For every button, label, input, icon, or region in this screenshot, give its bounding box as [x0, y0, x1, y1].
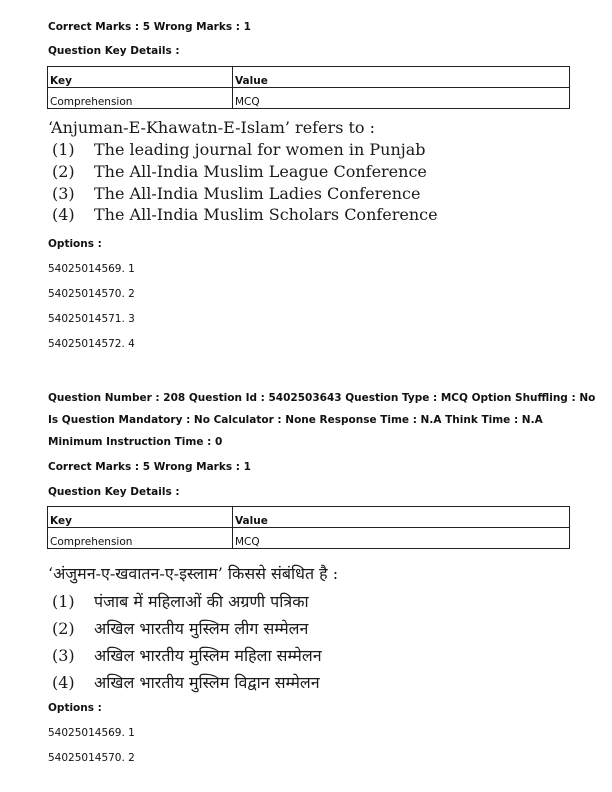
value-cell: MCQ: [233, 528, 570, 549]
option-number: (2): [52, 162, 75, 181]
option-text: अखिल भारतीय मुस्लिम लीग सम्मेलन: [94, 619, 309, 638]
option-id: 54025014572. 4: [48, 338, 135, 350]
question-option: [52, 140, 426, 159]
question-header-line: Minimum Instruction Time : 0: [48, 436, 223, 448]
question-option: [52, 644, 322, 666]
option-id: 54025014570. 2: [48, 752, 135, 764]
option-number: (4): [52, 205, 75, 224]
key-details-label: Question Key Details :: [48, 486, 180, 498]
option-number: (1): [52, 592, 75, 611]
question-option: [52, 671, 320, 693]
marks-line: Correct Marks : 5 Wrong Marks : 1: [48, 21, 251, 33]
option-id: 54025014569. 1: [48, 263, 135, 275]
question-option: [52, 162, 427, 181]
value-header: Value: [233, 507, 570, 528]
question-header-line: Question Number : 208 Question Id : 5402503643 Question Type : MCQ Option Shuffling : No: [48, 392, 596, 404]
question-stem: ‘अंजुमन-ए-खवातन-ए-इस्लाम’ किससे संबंधित है :: [48, 564, 339, 583]
option-text: अखिल भारतीय मुस्लिम महिला सम्मेलन: [94, 646, 322, 665]
options-label: Options :: [48, 238, 102, 250]
option-text: The All-India Muslim Scholars Conference: [94, 205, 438, 224]
value-header: Value: [233, 67, 570, 88]
question-header-line: Is Question Mandatory : No Calculator : None Response Time : N.A Think Time : N.A: [48, 414, 543, 426]
option-text: अखिल भारतीय मुस्लिम विद्वान सम्मेलन: [94, 673, 320, 692]
table-header-row: [48, 507, 570, 528]
table-header-row: [48, 67, 570, 88]
option-id: 54025014571. 3: [48, 313, 135, 325]
question-option: [52, 590, 309, 612]
question-option: [52, 184, 420, 203]
value-cell: MCQ: [233, 88, 570, 109]
marks-line: Correct Marks : 5 Wrong Marks : 1: [48, 461, 251, 473]
key-header: Key: [48, 507, 233, 528]
option-number: (3): [52, 184, 75, 203]
question-option: [52, 205, 438, 224]
option-number: (4): [52, 673, 75, 692]
option-text: The leading journal for women in Punjab: [94, 140, 426, 159]
option-text: पंजाब में महिलाओं की अग्रणी पत्रिका: [94, 592, 309, 611]
key-cell: Comprehension: [48, 528, 233, 549]
option-text: The All-India Muslim League Conference: [94, 162, 427, 181]
key-details-label: Question Key Details :: [48, 45, 180, 57]
key-header: Key: [48, 67, 233, 88]
question-stem: ‘Anjuman-E-Khawatn-E-Islam’ refers to :: [48, 118, 376, 137]
options-label: Options :: [48, 702, 102, 714]
question-option: [52, 617, 308, 639]
table-row: [48, 88, 570, 109]
table-row: [48, 528, 570, 549]
option-number: (1): [52, 140, 75, 159]
option-number: (3): [52, 646, 75, 665]
option-id: 54025014569. 1: [48, 727, 135, 739]
option-number: (2): [52, 619, 75, 638]
question-key-table: [47, 506, 570, 549]
option-text: The All-India Muslim Ladies Conference: [94, 184, 421, 203]
key-cell: Comprehension: [48, 88, 233, 109]
option-id: 54025014570. 2: [48, 288, 135, 300]
question-key-table: [47, 66, 570, 109]
